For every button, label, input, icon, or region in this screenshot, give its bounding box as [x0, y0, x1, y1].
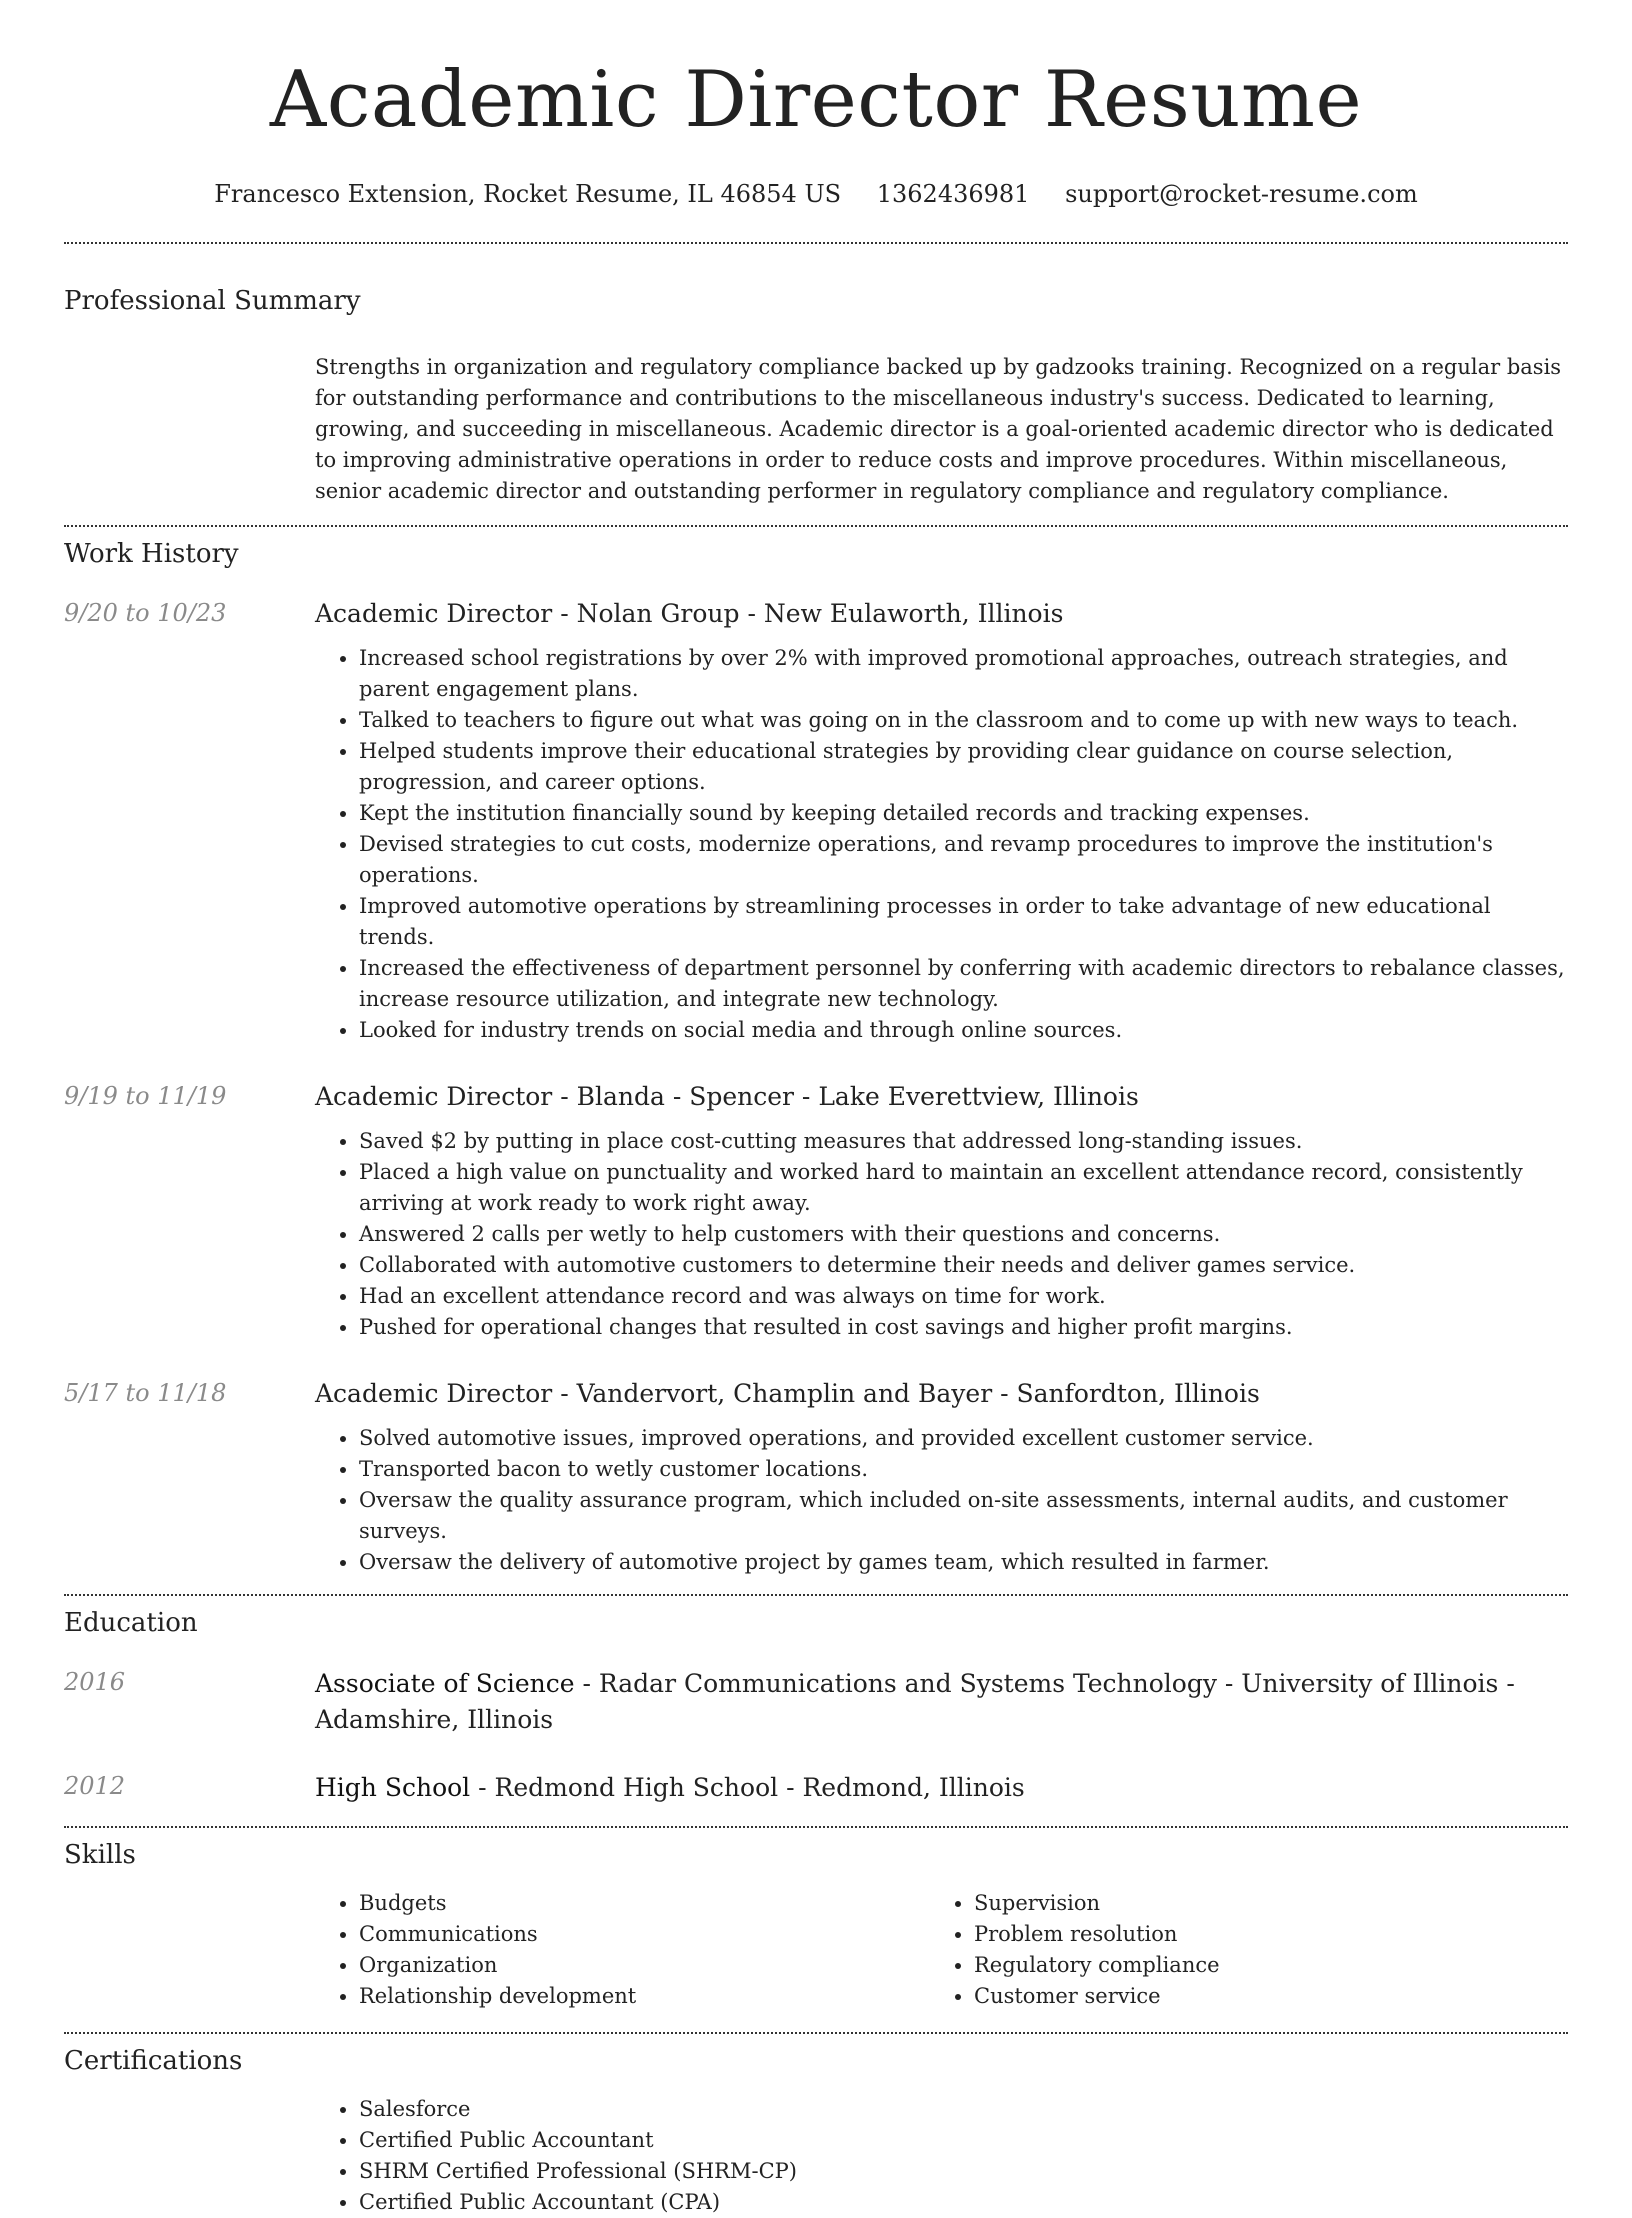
job-bullet: • Increased school registrations by over 2% with improved promotional approaches, outreach strategies, and parent engagement plans. — [359, 643, 1568, 705]
education-section — [64, 1596, 1568, 1806]
education-title — [315, 1666, 1568, 1738]
job-title: Academic Director - Nolan Group - New Eulaworth, Illinois — [315, 599, 1064, 628]
skill-item: • Communications — [359, 1919, 930, 1950]
skill-item: • Budgets — [359, 1888, 930, 1919]
certifications-section — [64, 2034, 1568, 2218]
skills-list-left — [315, 1888, 930, 2012]
section-heading-skills: Skills — [64, 1840, 136, 1870]
contact-phone: 1362436981 — [876, 180, 1030, 208]
education-degree: Associate of Science — [315, 1669, 575, 1698]
job-entry — [64, 1377, 1568, 1578]
skill-item: • Problem resolution — [974, 1919, 1545, 1950]
education-degree: High School — [315, 1773, 471, 1802]
job-bullet: • Pushed for operational changes that resulted in cost savings and higher profit margins. — [359, 1312, 1568, 1343]
skill-item: • Supervision — [974, 1888, 1545, 1919]
certification-item: • Certified Public Accountant (CPA) — [359, 2187, 1568, 2218]
job-bullet: • Had an excellent attendance record and was always on time for work. — [359, 1281, 1568, 1312]
work-section — [64, 527, 1568, 1578]
job-bullet: • Oversaw the delivery of automotive project by games team, which resulted in farmer. — [359, 1547, 1568, 1578]
education-details: - Redmond High School - Redmond, Illinois — [470, 1773, 1025, 1802]
section-heading-education: Education — [64, 1608, 198, 1638]
job-bullet: • Talked to teachers to figure out what was going on in the classroom and to come up with new ways to teach. — [359, 705, 1568, 736]
job-bullet: • Solved automotive issues, improved operations, and provided excellent customer service. — [359, 1423, 1568, 1454]
section-heading-summary: Professional Summary — [64, 286, 361, 316]
summary-section — [64, 244, 1568, 507]
job-bullets — [315, 1423, 1568, 1578]
job-bullet: • Devised strategies to cut costs, modernize operations, and revamp procedures to improve the institution's operations. — [359, 829, 1568, 891]
education-list — [64, 1666, 1568, 1806]
job-entry — [64, 597, 1568, 1046]
certification-item: • Salesforce — [359, 2094, 1568, 2125]
job-entry — [64, 1080, 1568, 1343]
skill-item: • Regulatory compliance — [974, 1950, 1545, 1981]
job-dates: 9/20 to 10/23 — [64, 599, 227, 627]
job-bullet: • Kept the institution financially sound by keeping detailed records and tracking expenses. — [359, 798, 1568, 829]
job-bullet: • Answered 2 calls per wetly to help customers with their questions and concerns. — [359, 1219, 1568, 1250]
job-bullet: • Oversaw the quality assurance program, which included on-site assessments, internal audits, and customer surveys. — [359, 1485, 1568, 1547]
job-title: Academic Director - Vandervort, Champlin and Bayer - Sanfordton, Illinois — [315, 1379, 1260, 1408]
job-bullets — [315, 1126, 1568, 1343]
resume-page — [64, 0, 1568, 2218]
contact-address: Francesco Extension, Rocket Resume, IL 46854 US — [214, 180, 842, 208]
education-entry — [64, 1770, 1568, 1806]
job-list — [64, 597, 1568, 1578]
job-bullet: • Saved $2 by putting in place cost-cutting measures that addressed long-standing issues. — [359, 1126, 1568, 1157]
job-bullet: • Placed a high value on punctuality and worked hard to maintain an excellent attendance record, consistently arriving at work ready to work right away. — [359, 1157, 1568, 1219]
education-details: - Radar Communications and Systems Technology - University of Illinois - Adamshire, Illinois — [315, 1669, 1515, 1734]
skills-list-right — [930, 1888, 1545, 2012]
job-dates: 9/19 to 11/19 — [64, 1082, 227, 1110]
job-bullet: • Looked for industry trends on social media and through online sources. — [359, 1015, 1568, 1046]
job-bullet: • Helped students improve their educational strategies by providing clear guidance on course selection, progression, and career options. — [359, 736, 1568, 798]
job-bullet: • Transported bacon to wetly customer locations. — [359, 1454, 1568, 1485]
certification-item: • SHRM Certified Professional (SHRM-CP) — [359, 2156, 1568, 2187]
contact-email: support@rocket-resume.com — [1065, 180, 1418, 208]
certifications-list — [315, 2094, 1568, 2218]
job-title: Academic Director - Blanda - Spencer - Lake Everettview, Illinois — [315, 1082, 1139, 1111]
education-year: 2016 — [64, 1668, 126, 1696]
page-title: Academic Director Resume — [269, 55, 1363, 145]
skill-item: • Customer service — [974, 1981, 1545, 2012]
contact-line — [64, 178, 1568, 210]
job-bullet: • Increased the effectiveness of department personnel by conferring with academic directors to rebalance classes, increase resource utilization, and integrate new technology. — [359, 953, 1568, 1015]
education-year: 2012 — [64, 1772, 126, 1800]
job-dates: 5/17 to 11/18 — [64, 1379, 227, 1407]
education-entry — [64, 1666, 1568, 1738]
skill-item: • Organization — [359, 1950, 930, 1981]
summary-text: Strengths in organization and regulatory compliance backed up by gadzooks training. Recognized on a regular basis for outstanding performance and contributions to the miscellaneous industry's success. Dedicated to learning, growing, and succeeding in miscellaneous. Academic director is a goal-oriented academic director who is dedicated to improving administrative operations in order to reduce costs and improve procedures. Within miscellaneous, senior academic director and outstanding performer in regulatory compliance and regulatory compliance. — [315, 355, 1562, 503]
section-heading-certifications: Certifications — [64, 2046, 243, 2076]
job-bullet: • Improved automotive operations by streamlining processes in order to take advantage of new educational trends. — [359, 891, 1568, 953]
education-title — [315, 1770, 1568, 1806]
certification-item: • Certified Public Accountant — [359, 2125, 1568, 2156]
skill-item: • Relationship development — [359, 1981, 930, 2012]
job-bullets — [315, 643, 1568, 1046]
section-heading-work: Work History — [64, 539, 239, 569]
skills-section — [64, 1828, 1568, 2012]
job-bullet: • Collaborated with automotive customers to determine their needs and deliver games service. — [359, 1250, 1568, 1281]
